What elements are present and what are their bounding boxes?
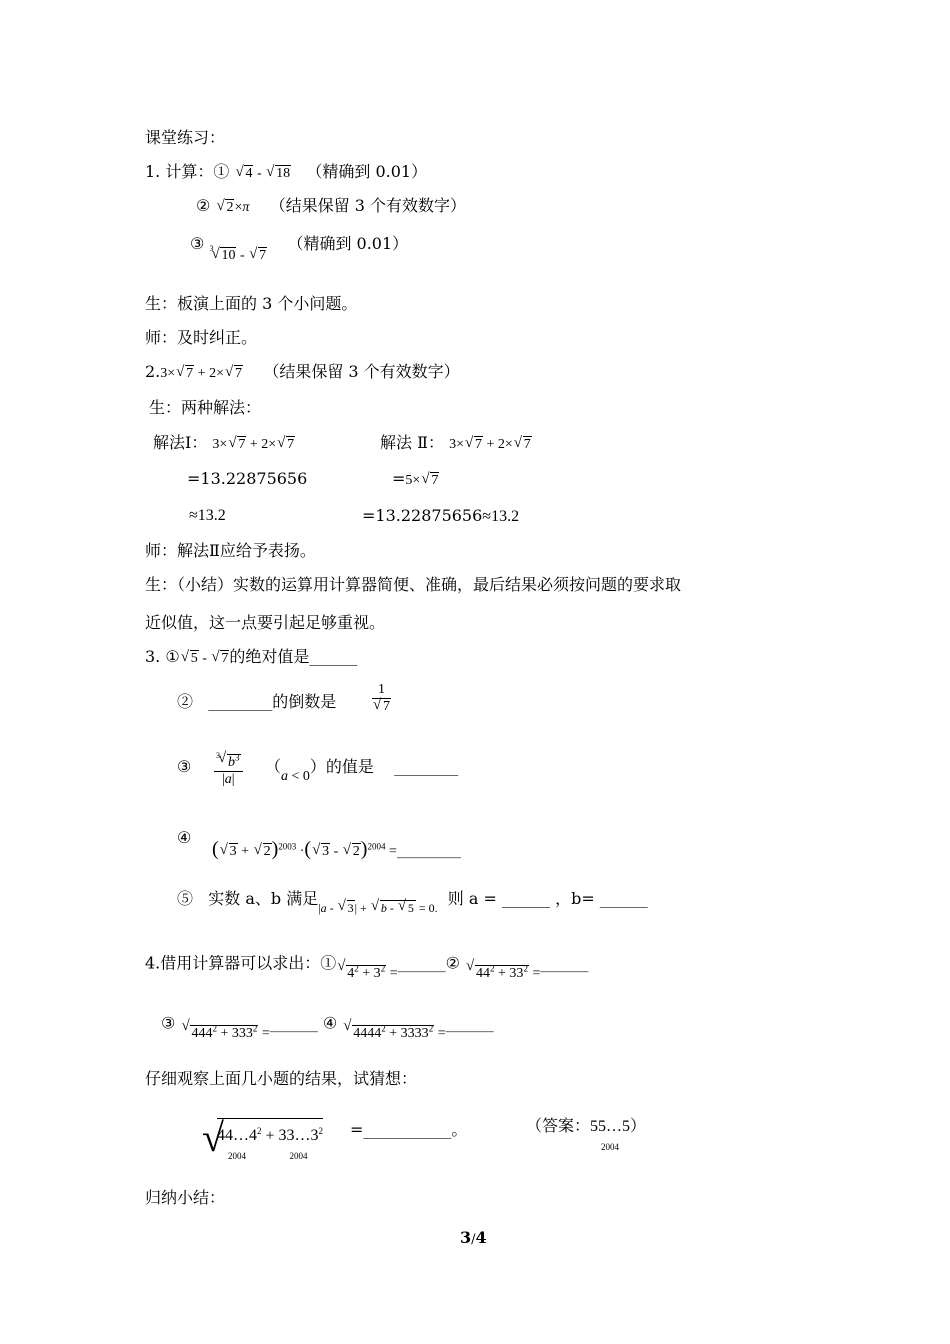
q4-expr4: √ $4444^2 + 3333^2$ = [342, 1026, 445, 1041]
method1-label: 解法Ⅰ： [153, 433, 208, 452]
q3-p5-text: 实数 a、b 满足 [208, 889, 319, 908]
q4-expr2: √ $44^2 + 33^2$ = [465, 966, 540, 981]
q3-p2-text: ________的倒数是 [208, 692, 337, 711]
summary-line-1: 生：（小结）实数的运算用计算器简便、准确，最后结果必须按问题的要求取 [145, 575, 682, 594]
guess-sqrt-sign: √ [202, 1115, 224, 1160]
q3-part2 [177, 692, 336, 712]
q1-part2 [196, 196, 466, 218]
q3-part4-mark: ④ [177, 828, 192, 847]
student-line-1: 生：板演上面的 3 个小问题。 [145, 294, 358, 313]
q1-p3-mark: ③ [190, 234, 205, 253]
method2-label: 解法 Ⅱ： [380, 433, 444, 452]
guess-answer-value-wrap [590, 1117, 631, 1152]
q4-row2 [161, 1010, 494, 1041]
q1-p2-mark: ② [196, 196, 211, 215]
method2-step1-expr: 5×√ 7 [405, 473, 439, 488]
q3-part4 [212, 836, 461, 862]
method2-step2-approx: ≈13.2 [482, 508, 520, 525]
q3-p3-fraction: $\frac{^3√ b^3}{|a|}$ [214, 752, 243, 788]
q4-label: 4.借用计算器可以求出：① [145, 953, 337, 973]
q3-p3-open-paren: （ [265, 757, 282, 776]
closing-line: 归纳小结： [145, 1188, 226, 1207]
method2-step2 [362, 506, 519, 527]
q1-label: 1. 计算：① [145, 162, 230, 181]
guess-term1-count: 2004 [228, 1151, 246, 1162]
method2-step1-eq: = [392, 469, 406, 488]
q4-p2-mark: ② [445, 953, 460, 973]
method1-line [153, 433, 295, 455]
q1-p3-tail: （精确到 0.01） [287, 234, 409, 253]
q4-p3-mark: ③ [161, 1013, 176, 1033]
section-title: 课堂练习： [145, 128, 226, 147]
q4-expr3: √ $444^2 + 333^2$ = [180, 1026, 269, 1041]
q3-part3 [265, 757, 459, 784]
method2-step1 [392, 469, 439, 491]
q3-p4-blank: ________ [396, 839, 461, 859]
teacher-line-2: 师：解法Ⅱ应给予表扬。 [145, 541, 316, 560]
guess-equals-blank: =___________。 [350, 1120, 468, 1139]
q4-blank3: ______ [269, 1013, 318, 1033]
q3-p5-expr: |a - √ 3| + √ b - √ 5 = 0. [318, 901, 437, 915]
guess-term2-count: 2004 [289, 1151, 308, 1162]
page-total: 4 [475, 1228, 487, 1247]
guess-term2: 33…3 2004 [279, 1126, 319, 1146]
q2-student: 生：两种解法： [149, 398, 262, 417]
q1-part3 [190, 234, 409, 263]
q3-p4-expr: (√ 3 + √ 2)$^{2003}$ ·(√ 3 - √ 2)$^{2004}$ = [212, 844, 397, 859]
q3-p5-mark: ⑤ [177, 889, 194, 908]
observe-line: 仔细观察上面几小题的结果，试猜想： [145, 1069, 418, 1088]
q2-expr: 3×√ 7 + 2×√ 7 [160, 366, 243, 381]
q3-p3-condition: a < 0 [281, 769, 310, 784]
q3-p5-tail: 则 a = ______ ，b= ______ [447, 889, 648, 908]
guess-expr: 44…4 2004 $^2$ + 33…3 2004 $^2$ [217, 1118, 323, 1146]
guess-answer-value: 55…5 [590, 1118, 631, 1135]
page-current: 3 [460, 1228, 472, 1247]
q4-p4-mark: ④ [322, 1013, 338, 1033]
q4-blank1: ______ [397, 953, 446, 973]
q1-p1-tail: （精确到 0.01） [306, 162, 428, 181]
guess-answer-prefix: （答案： [526, 1116, 591, 1135]
summary-line-2: 近似值，这一点要引起足够重视。 [145, 613, 386, 632]
q1-part1 [145, 162, 427, 184]
method2-step2-value: =13.22875656 [362, 506, 483, 525]
method2-line [380, 433, 532, 455]
teacher-line-1: 师：及时纠正。 [145, 328, 258, 347]
q2-label: 2. [145, 362, 161, 381]
q2-tail: （结果保留 3 个有效数字） [263, 362, 460, 381]
q4-row1 [145, 950, 589, 981]
q3-p2-mark: ② [177, 692, 194, 711]
q3-expr1: √ 5 - √ 7 [180, 651, 230, 666]
q1-expr1: √ 4 - √ 18 [234, 166, 291, 181]
guess-answer-suffix: ） [630, 1116, 647, 1135]
q2-line [145, 362, 460, 384]
q3-p3-mid: ）的值是 [309, 757, 374, 776]
q4-blank4: ______ [445, 1013, 494, 1033]
method1-step2: ≈13.2 [189, 507, 226, 524]
q3-part1 [145, 647, 357, 669]
method1-step1: =13.22875656 [187, 469, 308, 488]
method1-expr: 3×√ 7 + 2×√ 7 [212, 437, 295, 452]
page-separator: / [471, 1232, 476, 1247]
q1-expr3: $^3$√ 10 - √ 7 [209, 248, 267, 263]
q1-p2-tail: （结果保留 3 个有效数字） [269, 196, 467, 215]
q3-p1-tail: 的绝对值是______ [229, 647, 358, 666]
guess-answer [526, 1116, 647, 1152]
guess-term1: 44…4 2004 [217, 1126, 257, 1146]
q3-p3-blank: ________ [394, 757, 459, 776]
q1-expr2: √ 2×π [215, 200, 249, 215]
page-number [460, 1228, 487, 1247]
method2-expr: 3×√ 7 + 2×√ 7 [449, 437, 532, 452]
q4-blank2: ______ [540, 953, 589, 973]
q3-part5 [177, 889, 648, 915]
q3-p2-fraction: 1 √ 7 [372, 682, 391, 715]
q4-expr1: √ $4^2 + 3^2$ = [336, 966, 397, 981]
guess-answer-count: 2004 [601, 1142, 620, 1152]
q3-part3-mark: ③ [177, 757, 192, 776]
q3-label: 3. ① [145, 647, 180, 666]
